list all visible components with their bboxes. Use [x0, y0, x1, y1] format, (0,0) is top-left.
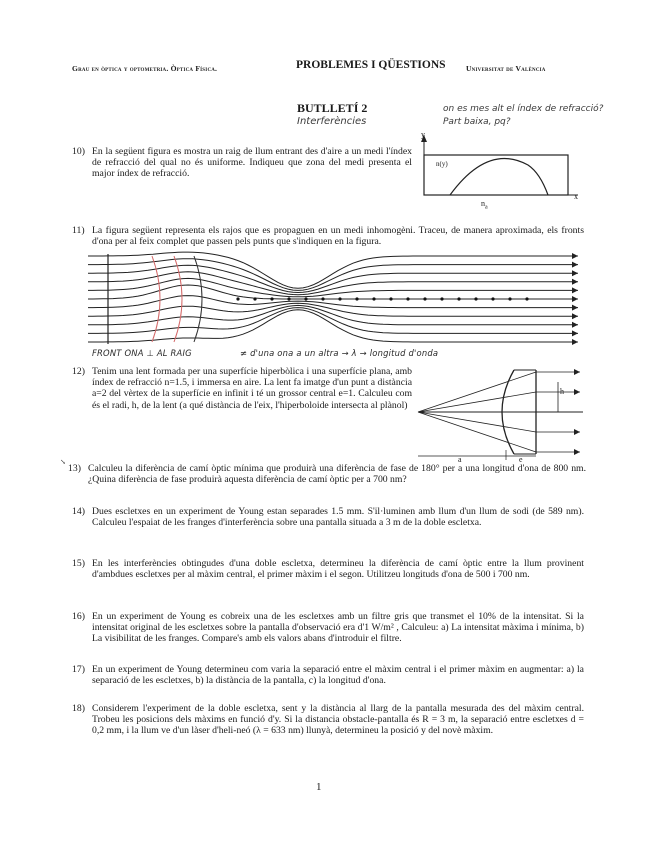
question-number: 15): [72, 558, 85, 569]
question-13: [60, 458, 586, 486]
question-text: Calculeu la diferència de camí òptic mínima que produirà una diferència de fase de 180° per a una longitud d'ona de 800 nm. ¿Quina diferència de fase produirà aquesta diferència de camí òptic per a 700 nm?: [88, 463, 586, 486]
question-text: Considerem l'experiment de la doble escletxa, sent y la distància al llarg de la pantalla mesurada des del màxim central. Trobeu les posicions dels màxims en funció d'y. Si la distancia obstacle-pantalla és R = 3 m, la separació entre escletxes d = 0,2 mm, i la llum ve d'un làser d'heli-neó (λ = 633 nm) llunyà, determineu la posició y del novè màxim.: [92, 703, 584, 737]
question-number: 13): [68, 463, 81, 474]
ray-line: [88, 308, 578, 334]
header-left: Grau en òptica y optometria. Òptica Física.: [72, 64, 218, 73]
question-number: 18): [72, 703, 85, 714]
ray-arrowhead: [572, 296, 578, 302]
question-12: [72, 366, 412, 411]
ray-line: [88, 285, 578, 299]
ray-arrowhead: [572, 339, 578, 345]
fig12-label-a: a: [458, 455, 462, 464]
handwritten-note-line2: Part baixa, pq?: [443, 117, 511, 127]
ray-line: [88, 296, 578, 308]
light-ray-path: [450, 158, 548, 195]
ray-line: [88, 272, 578, 295]
axis-point: [321, 297, 324, 300]
question-text: En les interferències obtingudes d'una doble escletxa, determineu la diferència de camí òptic entre la llum provinent d'ambdues escletxes per al màxim central, el primer màxim i el segon. Utilitzeu longituds d'ona de 500 i 700 nm.: [92, 558, 584, 581]
wavefront-sketch: [174, 256, 182, 342]
axis-point: [389, 297, 392, 300]
question-number: 17): [72, 664, 85, 675]
fig10-label-ny: n(y): [436, 160, 448, 168]
question-number: 12): [72, 366, 85, 377]
question-text: Dues escletxes en un experiment de Young estan separades 1.5 mm. S'il·luminen amb llum d'un llum de sodi (de 589 nm). Calculeu l'espaiat de les franges d'interferència sobre una pantalla situada a 3 m de la doble escletxa.: [92, 506, 584, 529]
handwritten-note-line1: on es mes alt el índex de refracció?: [443, 104, 604, 114]
question-number: 16): [72, 611, 85, 622]
ray-arrowhead: [572, 313, 578, 319]
header-center: PROBLEMES I QÜESTIONS: [296, 59, 446, 71]
ray-line: [88, 305, 578, 324]
question-text: En un experiment de Young es cobreix una de les escletxes amb un filtre gris que transmet el 10% de la intensitat. Si la intensitat original de les escletxes sobre la pantalla d'observació era d'1 W/m² , Calculeu: a) La intensitat màxima i mínima, b) La visibilitat de les franges. Compare's amb els valors abans d'introduir el filtre.: [92, 611, 584, 645]
axis-point: [372, 297, 375, 300]
fig12-label-h: h: [560, 387, 564, 396]
question-text: En la següent figura es mostra un raig de llum entrant des d'aire a un medi l'índex de refracció del qual no és uniforme. Indiqueu que zona del medi presenta el major índex de refracció.: [92, 146, 412, 180]
axis-point: [423, 297, 426, 300]
axis-point: [525, 297, 528, 300]
axis-point: [304, 297, 307, 300]
page-number: 1: [316, 781, 322, 793]
question-11: [72, 225, 584, 247]
ray-arrowhead: [572, 253, 578, 259]
fig11-caption-right: ≠ d'una ona a un altra → λ → longitud d'onda: [240, 348, 439, 358]
axis-point: [508, 297, 511, 300]
axis-point: [491, 297, 494, 300]
ray-1: [418, 372, 536, 412]
axis-point: [338, 297, 341, 300]
question-17: [72, 664, 584, 686]
axis-point: [406, 297, 409, 300]
question-text: La figura següent representa els rajos que es propaguen en un medi inhomogèni. Traceu, de manera aproximada, els fronts d'ona per al feix complet que passen pels punts que s'indiquen en la figura.: [92, 225, 584, 248]
axis-point: [287, 297, 290, 300]
ray-arrowhead: [572, 322, 578, 328]
question-text: Tenim una lent formada per una superfície hiperbòlica i una superfície plana, amb índex de refracció n=1.5, i immersa en aire. La lent fa imatge d'un punt a distància a=2 del vèrtex de la superfície en infinit i té un grossor central e=1. Calculeu com és el radi, h, de la lent (a qué distància de l'eix, l'hiperboloide intersecta al plànol): [92, 366, 412, 411]
figure-11-ray-diagram: [88, 250, 588, 350]
fig10-label-y: y: [421, 130, 425, 139]
question-15: [72, 558, 584, 580]
ray-4: [418, 412, 536, 452]
ray-line: [88, 259, 578, 291]
figure-10-diagram: [418, 135, 588, 215]
fig10-label-x: x: [574, 192, 578, 201]
ray-arrowhead: [572, 287, 578, 293]
ray-line: [88, 278, 578, 296]
ray-arrowhead: [572, 305, 578, 311]
ray-2: [418, 392, 536, 412]
axis-point: [253, 297, 256, 300]
axis-point: [355, 297, 358, 300]
ray-arrowhead: [572, 279, 578, 285]
fig10-label-na: $n_a$: [481, 199, 488, 211]
question-18: [72, 703, 584, 737]
bulletin-title: BUTLLETÍ 2: [297, 101, 368, 115]
fig11-caption-left: FRONT ONA ⊥ AL RAIG: [92, 348, 192, 358]
axis-point: [474, 297, 477, 300]
ray-3: [418, 412, 536, 432]
ray-arrowhead: [572, 330, 578, 336]
axis-point: [270, 297, 273, 300]
question-number: 14): [72, 506, 85, 517]
hand-mark-icon: ↘: [60, 458, 66, 466]
ray-arrowhead: [572, 262, 578, 268]
question-number: 11): [72, 225, 85, 236]
question-10: [72, 146, 412, 180]
figure-12-lens-diagram: [418, 362, 588, 462]
header-right: Universitat de València: [466, 64, 546, 73]
axis-point: [440, 297, 443, 300]
question-number: 10): [72, 146, 85, 157]
axis-point: [236, 297, 239, 300]
wavefront-sketch: [194, 256, 202, 342]
fig12-label-e: e: [519, 455, 523, 464]
question-text: En un experiment de Young determineu com varia la separació entre el màxim central i el primer màxim en augmentar: a) la separació de les escletxes, b) la distància de la pantalla, c) la longitud d'ona.: [92, 664, 584, 687]
ray-arrowhead: [572, 270, 578, 276]
question-14: [72, 506, 584, 528]
axis-point: [457, 297, 460, 300]
bulletin-subtitle-handwritten: Interferències: [297, 116, 367, 127]
question-16: [72, 611, 584, 645]
